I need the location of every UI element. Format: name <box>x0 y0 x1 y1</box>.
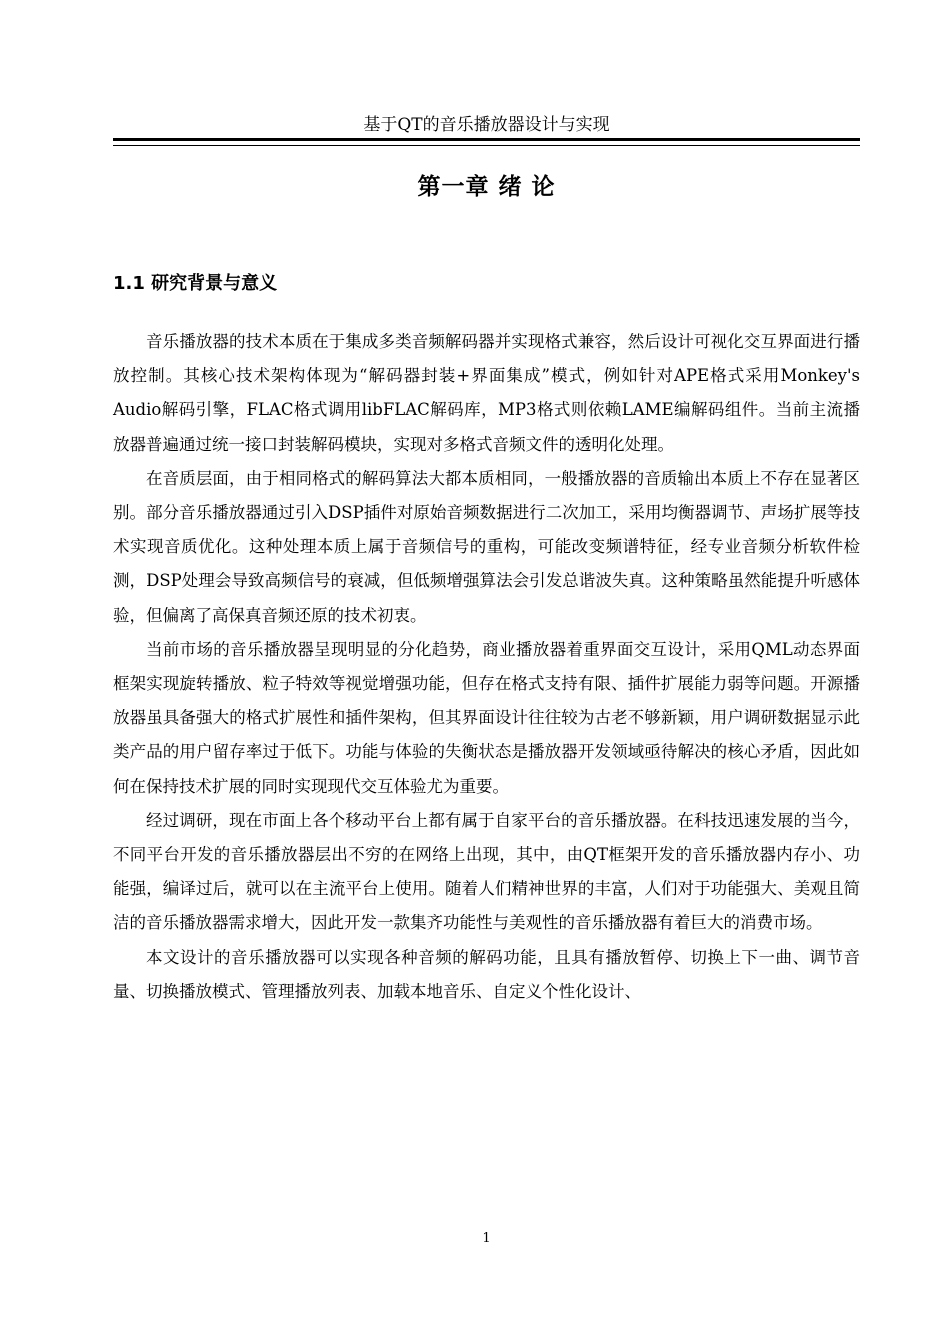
chapter-title: 第一章 绪 论 <box>417 174 556 200</box>
header-divider <box>113 138 860 146</box>
paragraph-market-trends: 当前市场的音乐播放器呈现明显的分化趋势，商业播放器着重界面交互设计，采用QML动态界面框架实现旋转播放、粒子特效等视觉增强功能，但存在格式支持有限、插件扩展能力弱等问题。开源播放器虽具备强大的格式扩展性和插件架构，但其界面设计往往较为古老不够新颖，用户调研数据显示此类产品的用户留存率过于低下。功能与体验的失衡状态是播放器开发领域亟待解决的核心矛盾，因此如何在保持技术扩展的同时实现现代交互体验尤为重要。 <box>113 639 860 796</box>
section-heading: 1.1 研究背景与意义 <box>113 273 278 294</box>
paragraph-audio-quality: 在音质层面，由于相同格式的解码算法大都本质相同，一般播放器的音质输出本质上不存在显著区别。部分音乐播放器通过引入DSP插件对原始音频数据进行二次加工，采用均衡器调节、声场扩展等技术实现音质优化。这种处理本质上属于音频信号的重构，可能改变频谱特征，经专业音频分析软件检测，DSP处理会导致高频信号的衰减，但低频增强算法会引发总谐波失真。这种策略虽然能提升听感体验，但偏离了高保真音频还原的技术初衷。 <box>113 468 860 625</box>
body-text <box>113 325 860 1009</box>
paragraph-design-features: 本文设计的音乐播放器可以实现各种音频的解码功能，且具有播放暂停、切换上下一曲、调节音量、切换播放模式、管理播放列表、加载本地音乐、自定义个性化设计、 <box>113 947 860 1001</box>
paragraph-market-research: 经过调研，现在市面上各个移动平台上都有属于自家平台的音乐播放器。在科技迅速发展的当今，不同平台开发的音乐播放器层出不穷的在网络上出现，其中，由QT框架开发的音乐播放器内存小、功能强，编译过后，就可以在主流平台上使用。随着人们精神世界的丰富，人们对于功能强大、美观且简洁的音乐播放器需求增大，因此开发一款集齐功能性与美观性的音乐播放器有着巨大的消费市场。 <box>113 810 860 933</box>
running-header: 基于QT的音乐播放器设计与实现 <box>363 115 610 135</box>
paragraph-format-compatibility: 音乐播放器的技术本质在于集成多类音频解码器并实现格式兼容，然后设计可视化交互界面进行播放控制。其核心技术架构体现为“解码器封装+界面集成”模式，例如针对APE格式采用Monkey's Audio解码引擎，FLAC格式调用libFLAC解码库，MP3格式则依赖LAME编解码组件。当前主流播放器普遍通过统一接口封装解码模块，实现对多格式音频文件的透明化处理。 <box>113 332 860 454</box>
page-number: 1 <box>482 1231 491 1246</box>
